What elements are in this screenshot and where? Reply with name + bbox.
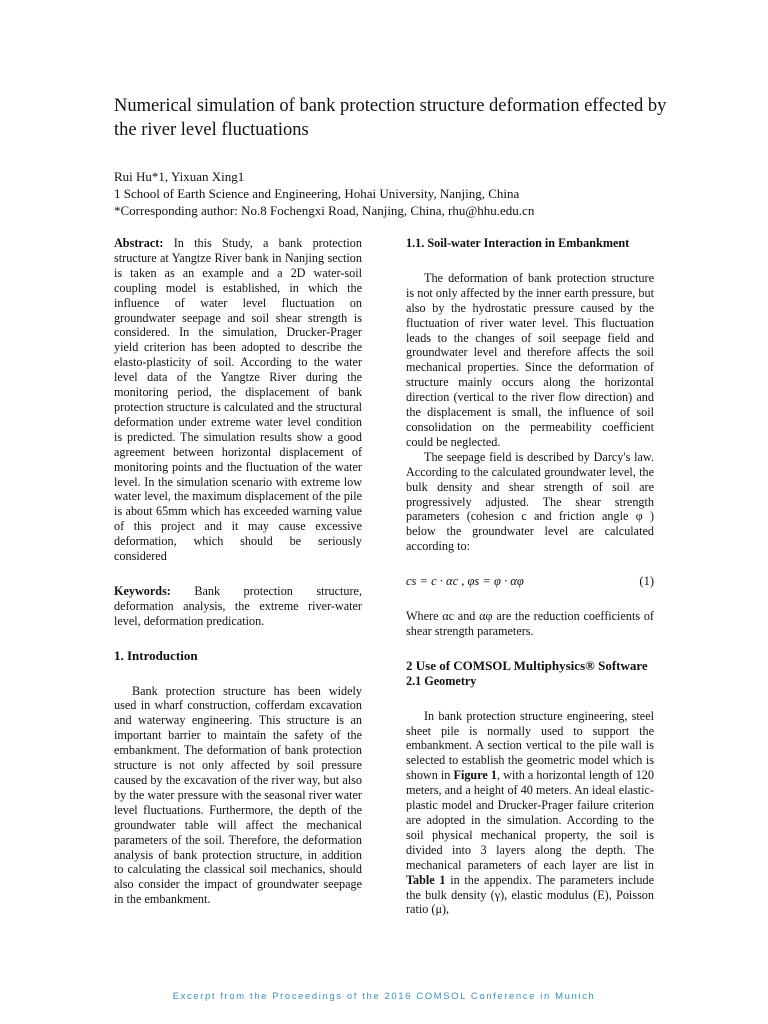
- paragraph-geometry: In bank protection structure engineering, steel sheet pile is normally used to support the embankment. A section vertical to the pile wall is selected to establish the geometric model which is shown in Figure 1, with a horizontal length of 120 meters, and a height of 40 meters. An ideal elastic-plastic model and Drucker-Prager failure criterion are adopted in the simulation. According to the soil physical mechanical property, the soil is divided into 3 layers along the depth. The mechanical parameters of each layer are list in Table 1 in the appendix. The parameters include the bulk density (γ), elastic modulus (E), Poisson ratio (μ),: [406, 708, 654, 917]
- paper-title: Numerical simulation of bank protection structure deformation effected by the river level fluctuations: [114, 96, 667, 140]
- keywords: [114, 584, 362, 629]
- equation-number: (1): [639, 574, 654, 589]
- figure-1-ref: Figure 1: [453, 768, 497, 783]
- intro-paragraph: Bank protection structure has been widely used in wharf construction, cofferdam excavation and waterway engineering. This structure is an important barrier to maintain the safety of the embankment. The deformation of bank protection structure is not only affected by soil pressure caused by the excavation of the river way, but also by the water pressure with the seasonal river water level fluctuations. Furthermore, the depth of the groundwater table will affect the mechanical parameters of the soil. Therefore, the deformation analysis of bank protection structure, in addition to calculating the classical soil mechanics, should also consider the impact of groundwater seepage in the embankment.: [114, 683, 362, 907]
- where-text: Where αc and αφ are the reduction coefficients of shear strength parameters.: [406, 609, 654, 638]
- keywords-text: Bank protection structure, deformation analysis, the extreme river-water level, deformation predication.: [114, 583, 362, 628]
- paragraph-seepage: The seepage field is described by Darcy's law. According to the calculated groundwater level, the bulk density and shear strength of soil are progressively adjusted. The shear strength parameters (cohesion c and friction angle φ ) below the groundwater level are calculated according to:: [406, 449, 654, 554]
- section-2-1-heading: 2.1 Geometry: [406, 673, 477, 688]
- abstract-text: In this Study, a bank protection structure at Yangtze River bank in Nanjing section is taken as an example and a 2D water-soil coupling model is established, in which the influence of water level fluctuation on groundwater seepage and soil shear strength is considered. In the simulation, Drucker-Prager yield criterion has been adopted to describe the elasto-plasticity of soil. According to the water level data of the Yangtze River during the monitoring period, the displacement of bank protection structure is calculated and the structural deformation under extreme water level condition is predicted. The simulation results show a good agreement between horizontal displacement of monitoring points and the fluctuation of the water level. In the simulation scenario with extreme low water level, the maximum displacement of the pile is about 65mm which has exceeded warning value of this project and it may cause excessive deformation, which should be seriously considered: [114, 236, 362, 564]
- intro-heading: 1. Introduction: [114, 647, 198, 663]
- section-2-heading: 2 Use of COMSOL Multiphysics® Software: [406, 657, 648, 673]
- affiliation: 1 School of Earth Science and Engineering, Hohai University, Nanjing, China: [114, 186, 520, 201]
- corresponding-author: *Corresponding author: No.8 Fochengxi Road, Nanjing, China, rhu@hhu.edu.cn: [114, 203, 535, 218]
- keywords-label: Keywords:: [114, 583, 171, 598]
- left-column: [114, 236, 362, 907]
- paper-header: [114, 94, 674, 219]
- paragraph-soil-water: The deformation of bank protection structure is not only affected by the inner earth pressure, but also by the hydrostatic pressure caused by the fluctuation of river water level. This fluctuation leads to the changes of soil seepage field and groundwater level and therefore affects the soil mechanical properties. Since the deformation of structure mainly occurs along the horizontal direction (vertical to the river flow direction) and the displacement is small, the influence of soil consolidation on the permeability coefficient could be neglected.: [406, 270, 654, 449]
- equation-body: cs = c · αc , φs = φ · αφ: [406, 574, 524, 589]
- equation-1: [406, 574, 654, 589]
- authors: Rui Hu*1, Yixuan Xing1: [114, 169, 245, 184]
- section-1-1-heading: 1.1. Soil-water Interaction in Embankment: [406, 236, 630, 250]
- table-1-ref: Table 1: [406, 872, 446, 887]
- abstract-label: Abstract:: [114, 236, 164, 250]
- footer-note: Excerpt from the Proceedings of the 2016 COMSOL Conference in Munich: [172, 991, 596, 1002]
- abstract: [114, 236, 362, 564]
- right-column: [406, 236, 654, 917]
